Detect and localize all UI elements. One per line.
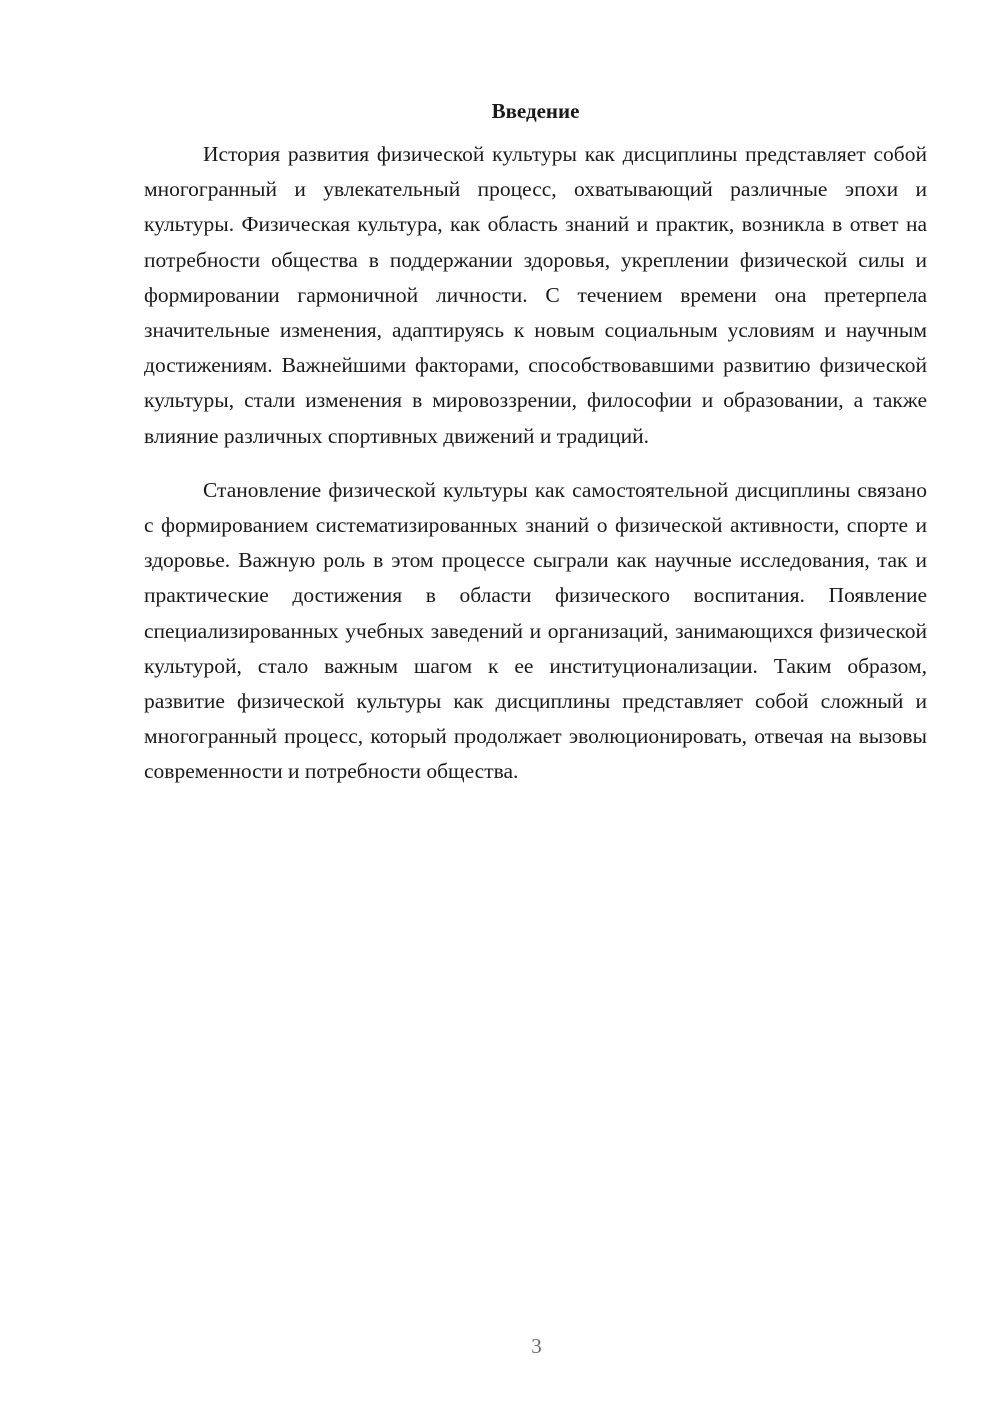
paragraph-1: История развития физической культуры как дисциплины представляет собой многогранный и увлекательный процесс, охватывающий различные эпохи и культуры. Физическая культура, как область знаний и практик, возникла в ответ на потребности общества в поддержании здоровья, укреплении физической силы и формировании гармоничной личности. С течением времени она претерпела значительные изменения, адаптируясь к новым социальным условиям и научным достижениям. Важнейшими факторами, способствовавшими развитию физической культуры, стали изменения в мировоззрении, философии и образовании, а также влияние различных спортивных движений и традиций. (144, 142, 927, 448)
page-number: 3 (531, 1334, 542, 1358)
paragraph-2: Становление физической культуры как самостоятельной дисциплины связано с формированием систематизированных знаний о физической активности, спорте и здоровье. Важную роль в этом процессе сыграли как научные исследования, так и практические достижения в области физического воспитания. Появление специализированных учебных заведений и организаций, занимающихся физической культурой, стало важным шагом к ее институционализации. Таким образом, развитие физической культуры как дисциплины представляет собой сложный и многогранный процесс, который продолжает эволюционировать, отвечая на вызовы современности и потребности общества. (144, 477, 927, 784)
section-title: Введение (491, 99, 580, 123)
page-content (144, 96, 927, 790)
